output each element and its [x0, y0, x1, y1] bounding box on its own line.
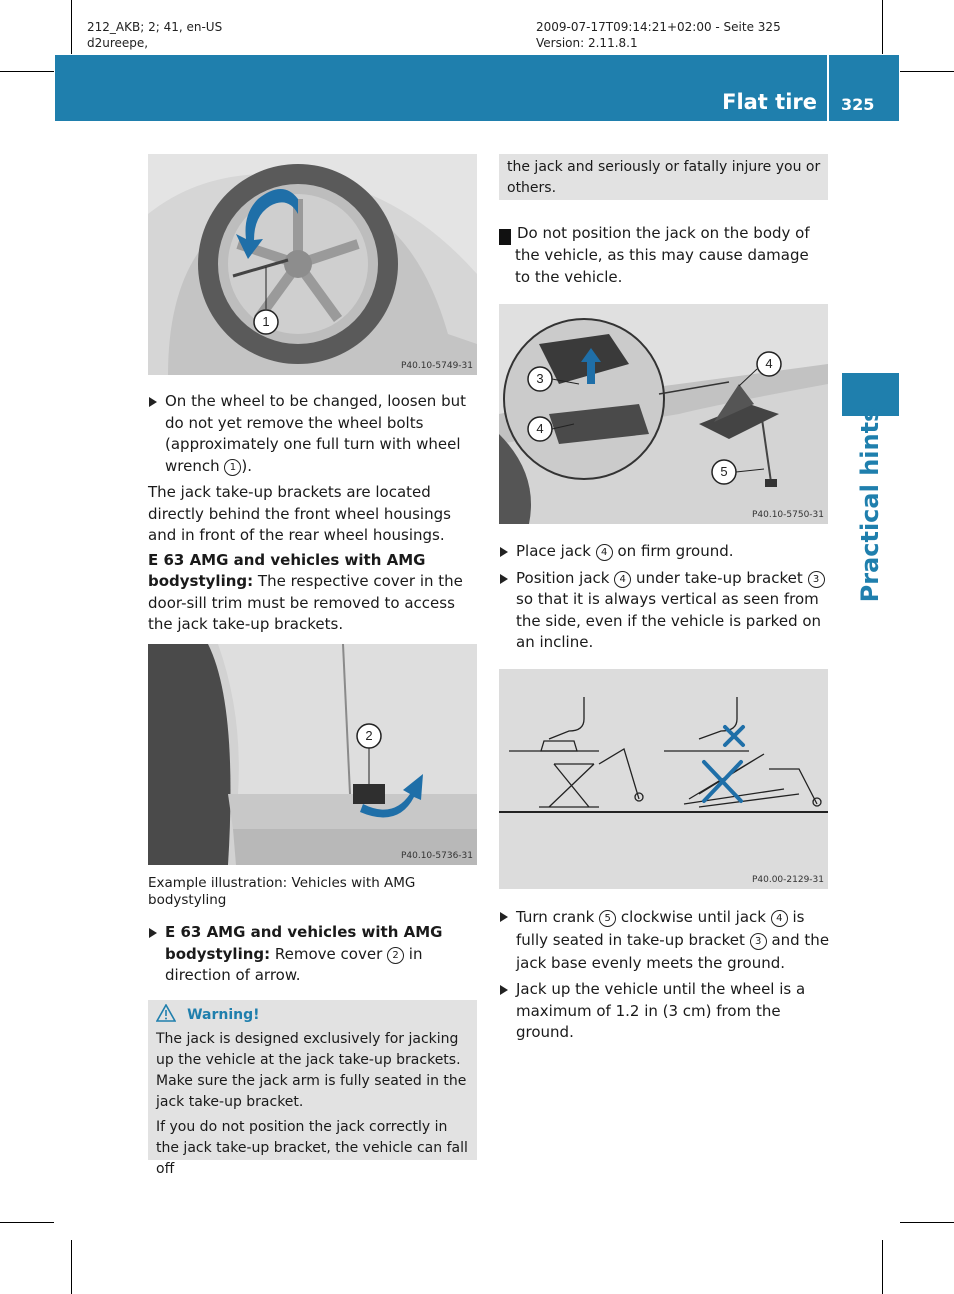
warning-paragraph: If you do not position the jack correctly in the jack take-up bracket, the vehicle can fall off	[156, 1119, 468, 1177]
crop-mark	[882, 1240, 883, 1294]
step-text: Remove cover	[270, 944, 388, 963]
figure-code: P40.10-5750-31	[751, 510, 824, 520]
step-text: on firm ground.	[612, 542, 734, 560]
warning-continuation	[499, 154, 828, 200]
figure-code: P40.10-5749-31	[400, 361, 473, 371]
callout-ref: 4	[614, 571, 631, 588]
callout-number: 4	[536, 421, 544, 436]
crop-mark	[71, 0, 72, 54]
right-steps-2	[499, 906, 830, 1044]
caution-icon: !	[499, 229, 511, 245]
step-text: is fully seated in take-up bracket	[516, 908, 805, 949]
print-meta-left	[87, 19, 222, 51]
crop-mark	[71, 1240, 72, 1294]
instruction-step	[148, 391, 479, 477]
step-text: Position jack	[516, 568, 615, 587]
callout-number: 5	[720, 464, 728, 479]
callout-ref: 5	[599, 910, 616, 927]
callout-ref: 1	[224, 459, 241, 476]
right-steps-1	[499, 541, 830, 654]
callout-number: 2	[365, 728, 373, 743]
figure-door-sill-cover	[148, 644, 477, 865]
wheel-illustration	[148, 154, 477, 375]
callout-ref: 3	[808, 571, 825, 588]
crop-mark	[900, 1222, 954, 1223]
body-paragraph	[148, 550, 479, 636]
meta-line: d2ureepe,	[87, 36, 149, 50]
callout-ref: 2	[387, 947, 404, 964]
callout-ref: 4	[771, 910, 788, 927]
warning-body	[156, 1029, 474, 1180]
step-text: in direction of arrow.	[165, 944, 423, 984]
meta-line: 212_AKB; 2; 41, en-US	[87, 20, 223, 34]
crop-mark	[0, 71, 54, 72]
print-meta-right	[536, 19, 781, 51]
figure-jack-position	[499, 304, 828, 524]
meta-line: Version: 2.11.8.1	[536, 36, 638, 50]
step-text: Place jack	[516, 542, 596, 560]
callout-ref: 3	[750, 933, 767, 950]
callout-number: 3	[536, 371, 544, 386]
figure-caption: Example illustration: Vehicles with AMG bodystyling	[148, 875, 416, 908]
step-text: ).	[241, 456, 252, 475]
door-sill-illustration	[148, 644, 477, 865]
instruction-step: Jack up the vehicle until the wheel is a maximum of 1.2 in (3 cm) from the ground.	[499, 979, 830, 1044]
step-text: so that it is always vertical as seen from the side, even if the vehicle is parked on an incline.	[516, 590, 822, 651]
page-header	[55, 55, 899, 121]
meta-line: 2009-07-17T09:14:21+02:00 - Seite 325	[536, 20, 781, 34]
left-column-lower	[148, 922, 479, 987]
left-column	[148, 391, 479, 636]
callout-ref: 4	[596, 544, 613, 561]
instruction-step	[499, 568, 830, 654]
step-text: Turn crank	[516, 908, 600, 926]
instruction-step	[499, 906, 830, 975]
warning-header	[156, 1004, 260, 1023]
step-text: On the wheel to be changed, loosen but do not yet remove the wheel bolts (approximately one full turn with wheel wrench	[165, 392, 466, 475]
bold-lead: E 63 AMG and vehicles with AMG bodystyling:	[148, 550, 426, 590]
crop-mark	[0, 1222, 54, 1223]
figure-code: P40.10-5736-31	[400, 851, 473, 861]
chapter-label: Practical hints	[856, 407, 884, 603]
figure-code: P40.00-2129-31	[751, 875, 824, 885]
step-text: under take-up bracket	[631, 568, 808, 587]
note-block	[494, 223, 828, 288]
warning-paragraph: The jack is designed exclusively for jacking up the vehicle at the jack take-up brackets. Make sure the jack arm is fully seated in the jack take-up bracket.	[156, 1031, 467, 1110]
crop-mark	[900, 71, 954, 72]
instruction-step	[499, 541, 830, 563]
warning-paragraph: the jack and seriously or fatally injure you or others.	[507, 159, 821, 196]
figure-wheel-wrench	[148, 154, 477, 375]
step-text: clockwise until jack	[616, 908, 771, 926]
body-paragraph: The jack take-up brackets are located directly behind the front wheel housings and in front of the rear wheel housings.	[148, 483, 451, 544]
warning-box	[148, 1000, 477, 1177]
callout-number: 4	[765, 356, 773, 371]
section-title: Flat tire	[722, 90, 817, 114]
crop-mark	[882, 0, 883, 54]
step-text: and the jack base evenly meets the ground.	[516, 931, 830, 972]
callout-number: 1	[262, 314, 270, 329]
instruction-step	[148, 922, 479, 987]
page-number: 325	[841, 95, 875, 114]
note-text: Do not position the jack on the body of the vehicle, as this may cause damage to the vehicle.	[515, 224, 810, 286]
warning-title: Warning!	[187, 1007, 260, 1023]
jack-alignment-diagram	[499, 669, 828, 889]
warning-triangle-icon	[156, 1004, 176, 1022]
paragraph-text: The respective cover in the door-sill trim must be removed to access the jack take-up brackets.	[148, 572, 463, 633]
jack-illustration	[499, 304, 828, 524]
header-divider	[827, 55, 829, 121]
bold-lead: E 63 AMG and vehicles with AMG bodystyling:	[165, 923, 443, 963]
figure-jack-alignment	[499, 669, 828, 889]
note-paragraph	[494, 223, 828, 288]
